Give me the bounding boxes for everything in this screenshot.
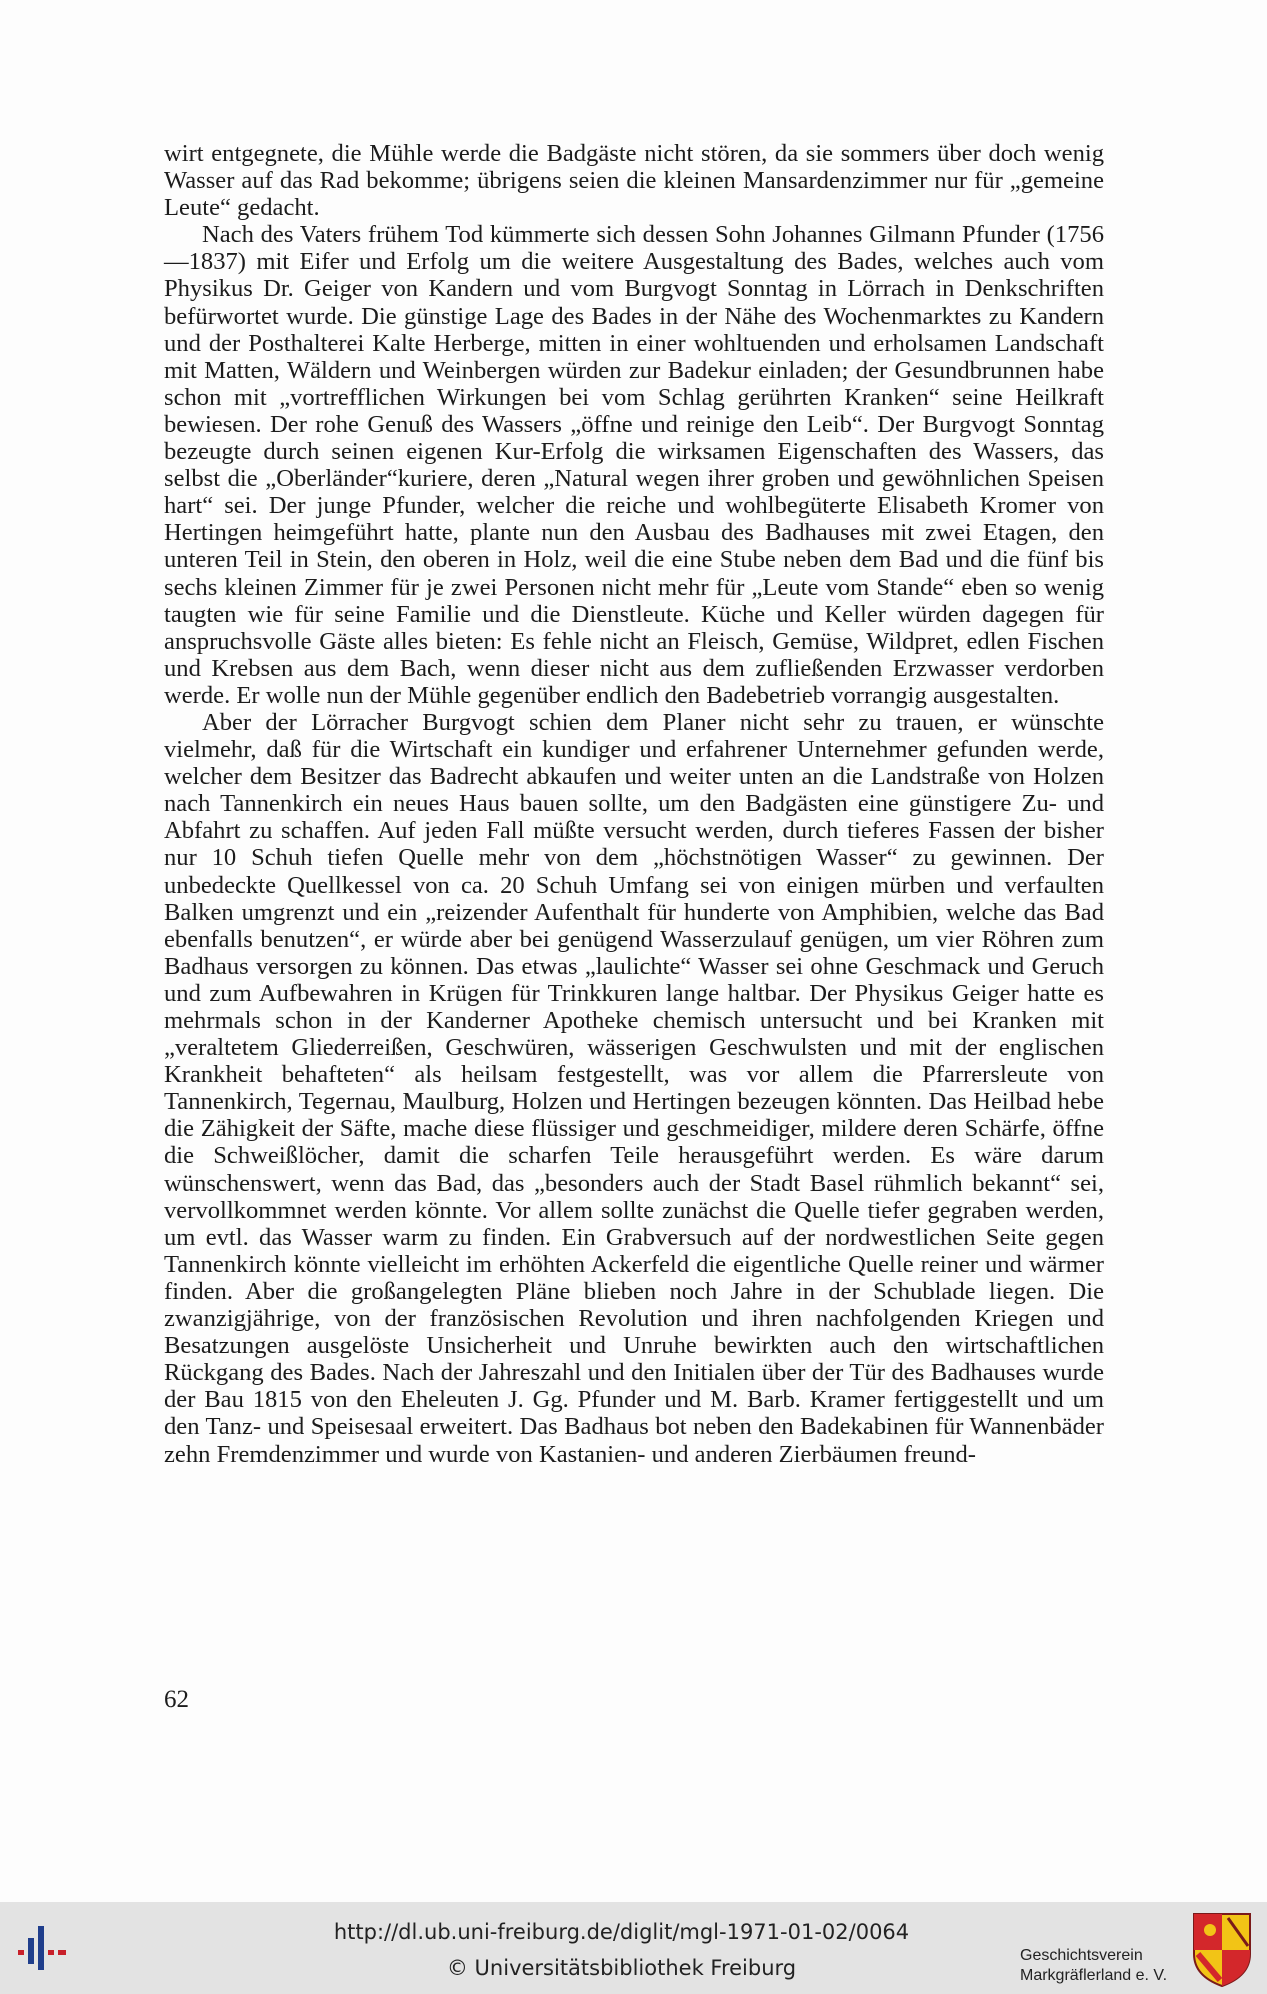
society-line-1: Geschichtsverein [1020,1947,1143,1964]
society-name [1020,1946,1180,1986]
document-url-link[interactable] [0,1920,1267,1944]
society-line-2: Markgräflerland e. V. [1020,1967,1168,1984]
page-number: 62 [164,1686,189,1713]
paragraph-3: Aber der Lörracher Burgvogt schien dem Planer nicht sehr zu trauen, er wünschte vielmehr, daß für die Wirtschaft ein kundiger und erfahrener Unternehmer gefunden werde, welcher dem Besitzer das Badrecht abkaufen und weiter unten an die Landstraße von Holzen nach Tannenkirch ein neues Haus bauen sollte, um den Badgästen eine günstigere Zu- und Abfahrt zu schaffen. Auf jeden Fall müßte versucht werden, durch tieferes Fassen der bisher nur 10 Schuh tiefen Quelle mehr von dem „höchstnötigen Wasser“ zu gewinnen. Der unbedeckte Quellkessel von ca. 20 Schuh Umfang sei von einigen mürben und verfaulten Balken umgrenzt und ein „reizender Aufenthalt für hunderte von Amphibien, welche das Bad ebenfalls benutzen“, er würde aber bei genügend Wasserzulauf genügen, um vier Röhren zum Badhaus versorgen zu können. Das etwas „laulichte“ Wasser sei ohne Geschmack und Geruch und zum Aufbewahren in Krügen für Trinkkuren lange haltbar. Der Physikus Geiger hatte es mehrmals schon in der Kanderner Apotheke chemisch untersucht und bei Kranken mit „veraltetem Gliederreißen, Geschwüren, wässerigen Geschwulsten und mit der englischen Krankheit behafteten“ als heilsam festgestellt, was vor allem die Pfarrersleute von Tannenkirch, Tegernau, Maulburg, Holzen und Hertingen bezeugen könnten. Das Heilbad hebe die Zähigkeit der Säfte, mache diese flüssiger und geschmeidiger, mildere deren Schärfe, öffne die Schweißlöcher, damit die scharfen Teile herausgeführt werden. Es wäre darum wünschenswert, wenn das Bad, das „besonders auch der Stadt Basel rühmlich bekannt“ sei, vervollkommnet werden könnte. Vor allem sollte zunächst die Quelle tiefer gegraben werden, um evtl. das Wasser warm zu finden. Ein Grabversuch auf der nordwestlichen Seite gegen Tannenkirch könnte vielleicht im erhöhten Ackerfeld die eigentliche Quelle reiner und wärmer finden. Aber die großangelegten Pläne blieben noch Jahre in der Schublade liegen. Die zwanzigjährige, von der französischen Revolution und ihren nachfolgenden Kriegen und Besatzungen ausgelöste Unsicherheit und Unruhe bewirkten auch den wirtschaftlichen Rückgang des Bades. Nach der Jahreszahl und den Initialen über der Tür des Badhauses wurde der Bau 1815 von den Eheleuten J. Gg. Pfunder und M. Barb. Kramer fertiggestellt und um den Tanz- und Speisesaal erweitert. Das Badhaus bot neben den Badekabinen für Wannenbäder zehn Fremdenzimmer und wurde von Kastanien- und anderen Zierbäumen freund- [164,708,1104,1468]
copyright-text: © Universitätsbibliothek Freiburg [446,1956,797,1980]
coat-of-arms-icon [1190,1910,1254,1988]
url-text[interactable]: http://dl.ub.uni-freiburg.de/diglit/mgl-1971-01-02/0064 [333,1920,910,1944]
paragraph-2: Nach des Vaters frühem Tod kümmerte sich dessen Sohn Johannes Gilmann Pfunder (1756—1837) mit Eifer und Erfolg um die weitere Ausgestaltung des Bades, welches auch vom Physikus Dr. Geiger von Kandern und vom Burgvogt Sonntag in Lörrach in Denkschriften befürwortet wurde. Die günstige Lage des Bades in der Nähe des Wochenmarktes zu Kandern und der Posthalterei Kalte Herberge, mitten in einer wohltuenden und erholsamen Landschaft mit Matten, Wäldern und Weinbergen würden zur Badekur einladen; der Gesundbrunnen habe schon mit „vortrefflichen Wirkungen bei vom Schlag gerührten Kranken“ seine Heilkraft bewiesen. Der rohe Genuß des Wassers „öffne und reinige den Leib“. Der Burgvogt Sonntag bezeugte durch seinen eigenen Kur-Erfolg die wirksamen Eigenschaften des Wassers, das selbst die „Oberländer“kuriere, deren „Natural wegen ihrer groben und gewöhnlichen Speisen hart“ sei. Der junge Pfunder, welcher die reiche und wohlbegüterte Elisabeth Kromer von Hertingen heimgeführt hatte, plante nun den Ausbau des Badhauses mit zwei Etagen, den unteren Teil in Stein, den oberen in Holz, weil die eine Stube neben dem Bad und die fünf bis sechs kleinen Zimmer für je zwei Personen nicht mehr für „Leute vom Stande“ eben so wenig taugten wie für seine Familie und die Dienstleute. Küche und Keller würden dagegen für anspruchsvolle Gäste alles bieten: Es fehle nicht an Fleisch, Gemüse, Wildpret, edlen Fischen und Krebsen aus dem Bach, wenn dieser nicht aus dem zufließenden Erzwasser verdorben werde. Er wolle nun der Mühle gegenüber endlich den Badebetrieb vorrangig ausgestalten. [164,221,1104,709]
body-text [164,140,1104,1468]
footer-bar [0,1902,1267,1994]
paragraph-1: wirt entgegnete, die Mühle werde die Badgäste nicht stören, da sie sommers über doch wenig Wasser auf das Rad bekomme; übrigens seien die kleinen Mansardenzimmer nur für „gemeine Leute“ gedacht. [164,140,1104,222]
